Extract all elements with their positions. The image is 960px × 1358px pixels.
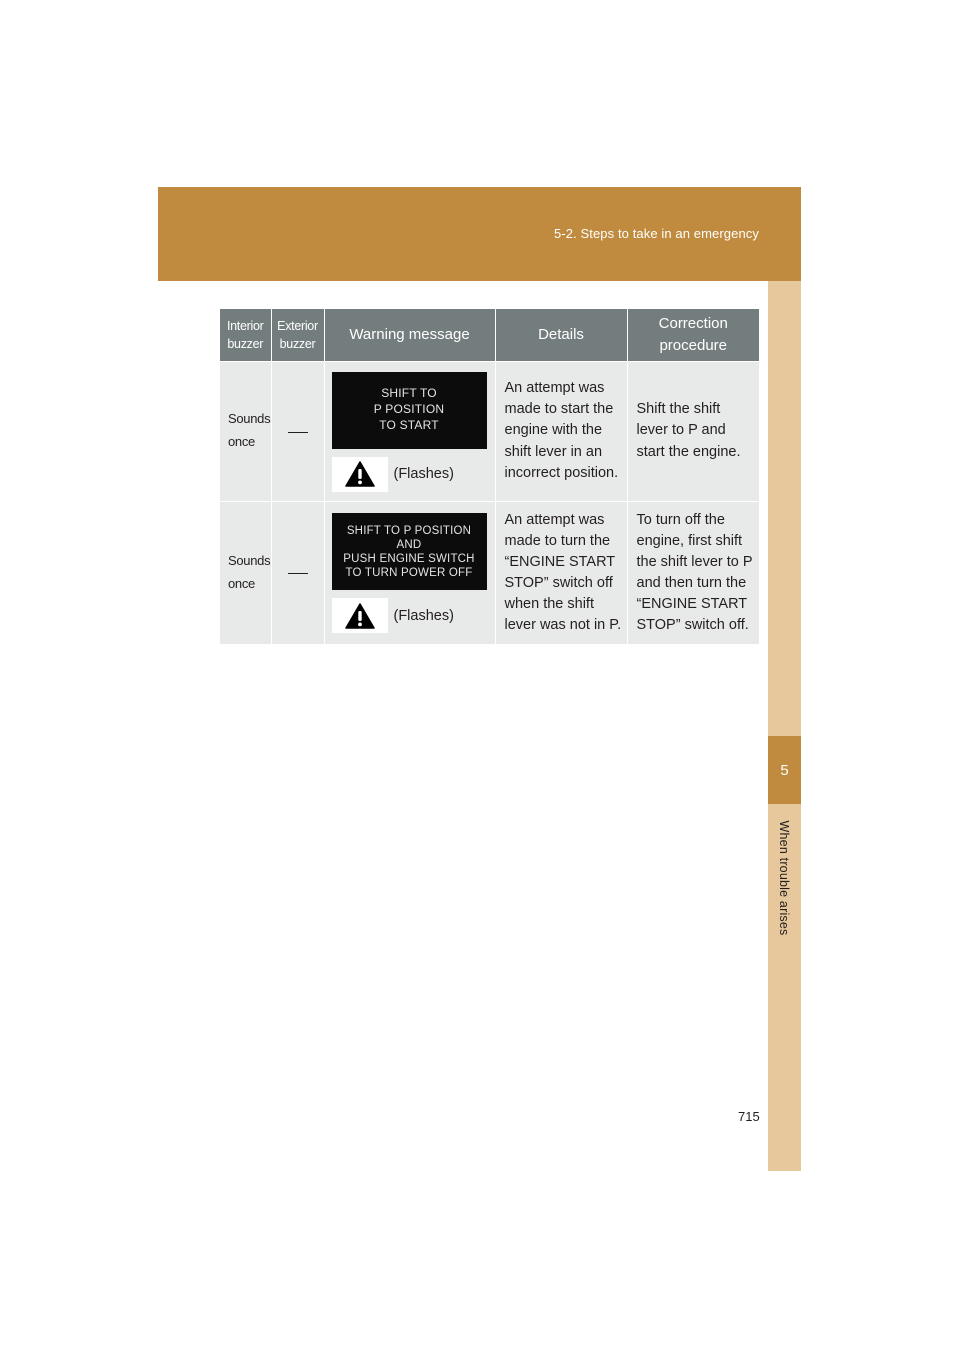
indicator-row [332, 598, 488, 633]
correction-cell: To turn off the engine, first shift the shift lever to P and then turn the “ENGINE START STOP” switch off. [627, 501, 759, 644]
table-row [220, 501, 759, 644]
warning-triangle-icon [345, 461, 375, 487]
multi-information-display [332, 372, 487, 449]
master-warning-triangle-icon [332, 598, 388, 633]
warning-message-cell [324, 501, 495, 644]
exterior-buzzer-dash [288, 432, 308, 433]
exterior-buzzer-cell [271, 501, 324, 644]
table-row [220, 361, 759, 501]
section-title: 5-2. Steps to take in an emergency [553, 226, 759, 241]
chapter-number-tab: 5 [768, 736, 801, 804]
warning-message-cell [324, 361, 495, 501]
interior-buzzer-cell: Sounds once [220, 501, 271, 644]
header-correction-procedure: Correction procedure [627, 309, 759, 361]
details-cell: An attempt was made to turn the “ENGINE START STOP” switch off when the shift lever was not in P. [495, 501, 627, 644]
display-line: AND [396, 538, 422, 551]
page-number: 715 [738, 1109, 760, 1124]
header-details: Details [495, 309, 627, 361]
correction-cell: Shift the shift lever to P and start the engine. [627, 361, 759, 501]
exterior-buzzer-cell [271, 361, 324, 501]
display-line: P POSITION [373, 402, 445, 417]
warning-triangle-icon [345, 603, 375, 629]
chapter-title: When trouble arises [777, 820, 791, 936]
exterior-buzzer-dash [288, 573, 308, 574]
interior-buzzer-cell: Sounds once [220, 361, 271, 501]
header-interior-buzzer: Interior buzzer [220, 309, 271, 361]
flashes-label: (Flashes) [393, 607, 454, 624]
display-line: TO TURN POWER OFF [345, 566, 473, 579]
table-header-row [220, 309, 759, 361]
indicator-row [332, 457, 488, 492]
multi-information-display [332, 513, 487, 590]
display-line: TO START [379, 417, 439, 432]
details-cell: An attempt was made to start the engine with the shift lever in an incorrect position. [495, 361, 627, 501]
display-line: SHIFT TO [381, 386, 437, 401]
warning-message-table [220, 309, 759, 644]
chapter-side-strip [768, 281, 801, 1171]
section-header-band [158, 187, 801, 281]
master-warning-triangle-icon [332, 457, 388, 492]
display-line: PUSH ENGINE SWITCH [343, 552, 475, 565]
header-exterior-buzzer: Exterior buzzer [271, 309, 324, 361]
flashes-label: (Flashes) [393, 466, 454, 482]
display-line: SHIFT TO P POSITION [346, 524, 472, 537]
header-warning-message: Warning message [324, 309, 495, 361]
